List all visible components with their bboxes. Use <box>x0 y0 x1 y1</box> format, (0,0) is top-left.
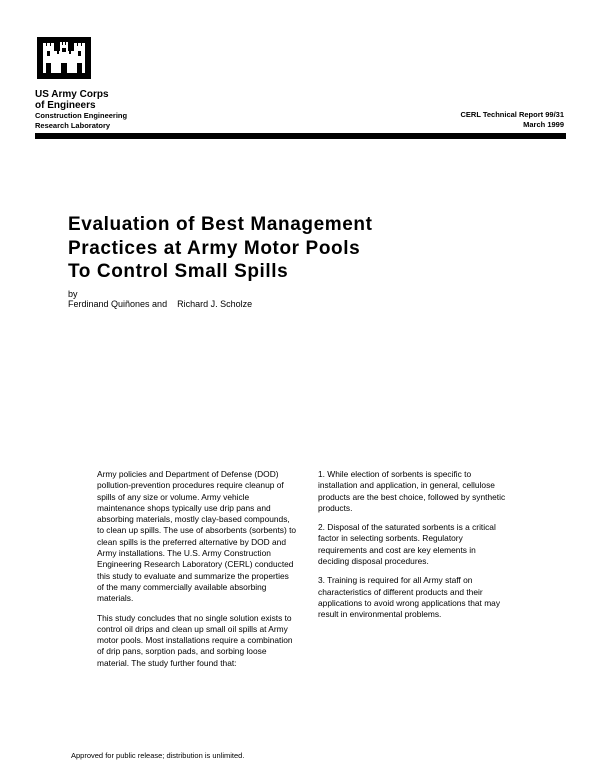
document-title <box>68 213 373 284</box>
finding-item: 3. Training is required for all Army staff on characteristics of different products and their applications to avoid wrong applications that may result in environmental problems. <box>318 575 501 620</box>
finding-item: 1. While election of sorbents is specific to installation and application, in general, cellulose products are the best choice, followed by synthetic products. <box>318 469 506 513</box>
report-info <box>460 110 564 130</box>
byline-label: by <box>68 289 78 299</box>
title-line2: Practices at Army Motor Pools <box>68 237 361 259</box>
abstract-left-column <box>97 469 297 677</box>
castle-logo-graphic <box>37 37 91 79</box>
header-divider <box>35 133 566 139</box>
distribution-statement: Approved for public release; distribution is unlimited. <box>71 751 245 760</box>
lab-name-line1: Construction Engineering <box>35 111 128 120</box>
abstract-right-column <box>318 469 508 629</box>
report-date: March 1999 <box>523 120 564 129</box>
lab-name-line2: Research Laboratory <box>35 121 111 130</box>
finding-item: 2. Disposal of the saturated sorbents is a critical factor in selecting sorbents. Regulatory requirements and cost are key elements in deciding disposal procedures. <box>318 522 496 567</box>
abstract-paragraph: This study concludes that no single solution exists to control oil drips and clean up small oil spills at Army motor pools. Most installations require a combination of drip pans, sorption pads, and sorbing loose material. The study further found that: <box>97 612 293 668</box>
author-1: Ferdinand Quiñones and <box>68 299 168 309</box>
title-line1: Evaluation of Best Management <box>68 214 373 235</box>
author-2: Richard J. Scholze <box>177 299 253 309</box>
report-number: CERL Technical Report 99/31 <box>460 110 564 119</box>
castle-icon <box>37 37 91 79</box>
abstract-paragraph: Army policies and Department of Defense (DOD) pollution-prevention procedures require cleanup of spills of any size or volume. Army vehicle maintenance shops typically use drip pans and absorbing materials, mostly clay-based compounds, to clean up spills. The use of absorbents (sorbents) to clean spills is the preferred alternative by DOD and Army installations. The U.S. Army Construction Engineering Research Laboratory (CERL) conducted this study to evaluate and summarize the properties of the many commercially available absorbing materials. <box>97 469 297 604</box>
authors <box>68 299 252 310</box>
org-name-line1: US Army Corps <box>35 89 109 100</box>
title-line3: To Control Small Spills <box>68 261 289 282</box>
org-name-line2: of Engineers <box>35 100 96 111</box>
organization-block <box>35 89 127 131</box>
